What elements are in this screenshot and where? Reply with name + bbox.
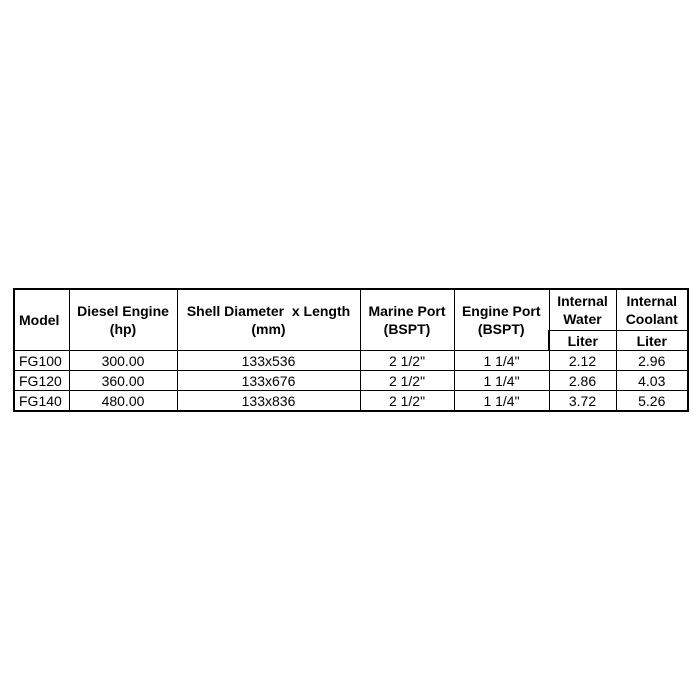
header-diesel-engine: [69, 289, 177, 351]
header-marine-port-unit: (BSPT): [383, 321, 431, 337]
cell-coolant: 5.26: [616, 391, 688, 412]
cell-hp: 480.00: [69, 391, 177, 412]
header-diesel-engine-unit: (hp): [109, 321, 137, 337]
header-shell-label: Shell Diameter x Length: [186, 303, 351, 319]
header-model: [14, 289, 69, 351]
cell-shell: 133x836: [177, 391, 360, 412]
header-internal-water-unit: Liter: [549, 331, 616, 351]
cell-shell: 133x536: [177, 351, 360, 371]
cell-water: 2.12: [549, 351, 616, 371]
cell-engine-port: 1 1/4": [454, 391, 549, 412]
header-diesel-engine-label: Diesel Engine: [77, 303, 169, 319]
header-engine-port-unit: (BSPT): [477, 321, 525, 337]
table-row: [14, 391, 688, 412]
cell-model: FG120: [14, 371, 69, 391]
table-row: [14, 371, 688, 391]
header-internal-water-line1: Internal: [557, 293, 608, 309]
header-row: [14, 289, 688, 331]
cell-marine-port: 2 1/2": [360, 351, 454, 371]
header-internal-water: [549, 289, 616, 331]
cell-coolant: 2.96: [616, 351, 688, 371]
header-shell-unit: (mm): [251, 321, 286, 337]
header-shell: [177, 289, 360, 351]
header-internal-coolant-line2: Coolant: [625, 311, 678, 327]
spec-table: [13, 288, 689, 412]
header-internal-water-line2: Water: [563, 311, 602, 327]
cell-engine-port: 1 1/4": [454, 351, 549, 371]
cell-engine-port: 1 1/4": [454, 371, 549, 391]
cell-coolant: 4.03: [616, 371, 688, 391]
cell-water: 3.72: [549, 391, 616, 412]
header-model-label: Model: [19, 312, 60, 328]
header-marine-port: [360, 289, 454, 351]
cell-model: FG140: [14, 391, 69, 412]
cell-water: 2.86: [549, 371, 616, 391]
header-internal-coolant: [616, 289, 688, 331]
table-row: [14, 351, 688, 371]
cell-hp: 300.00: [69, 351, 177, 371]
header-engine-port-label: Engine Port: [461, 303, 541, 319]
header-internal-coolant-line1: Internal: [626, 293, 678, 309]
cell-model: FG100: [14, 351, 69, 371]
header-marine-port-label: Marine Port: [368, 303, 446, 319]
cell-marine-port: 2 1/2": [360, 371, 454, 391]
header-engine-port: [454, 289, 549, 351]
header-internal-coolant-unit: Liter: [616, 331, 688, 351]
cell-shell: 133x676: [177, 371, 360, 391]
cell-hp: 360.00: [69, 371, 177, 391]
cell-marine-port: 2 1/2": [360, 391, 454, 412]
